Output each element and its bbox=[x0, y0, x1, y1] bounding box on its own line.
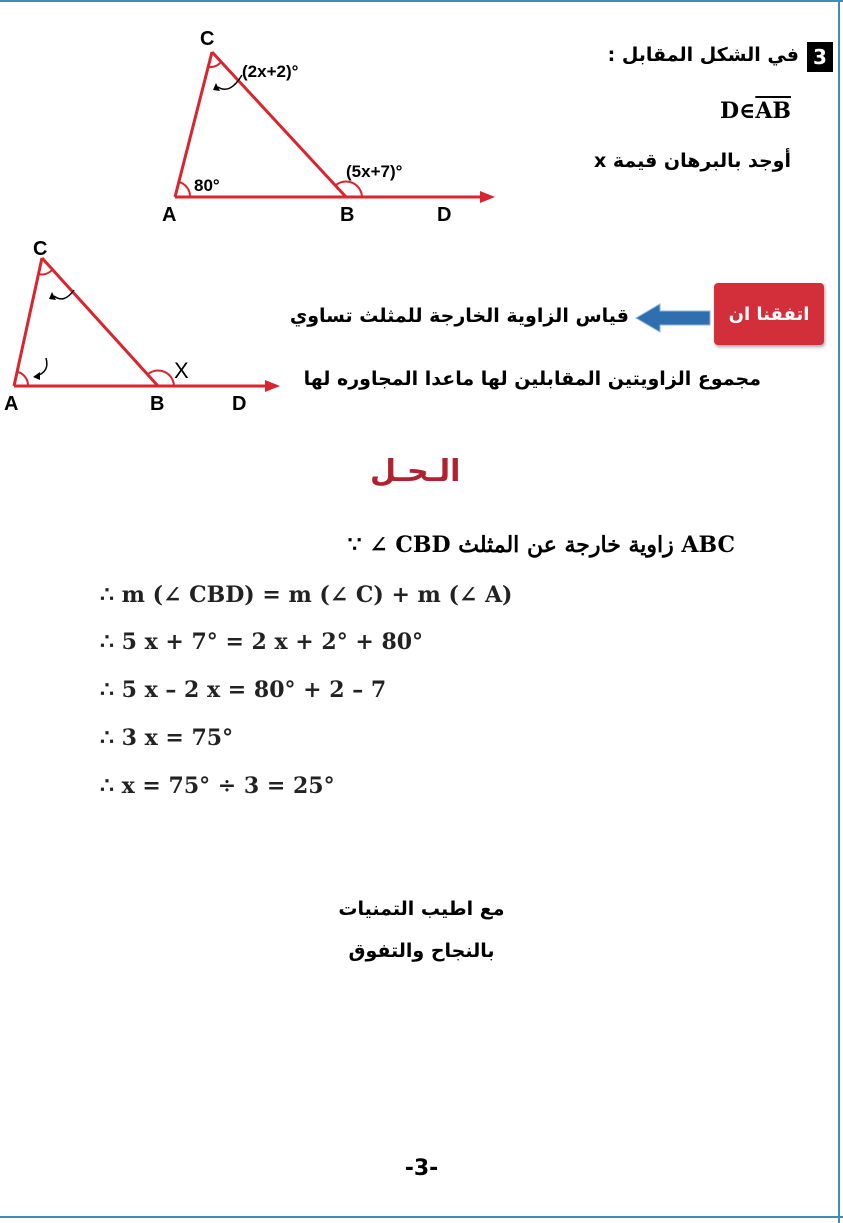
frame-top bbox=[0, 0, 843, 2]
page-number: -3- bbox=[404, 1156, 439, 1181]
solution-title: الـحـل bbox=[370, 454, 461, 489]
proof-step-4: ∴ 5 x – 2 x = 80° + 2 – 7 bbox=[100, 677, 387, 703]
given-membership: D∈ bbox=[719, 98, 756, 124]
triangle-figure-1 bbox=[150, 25, 510, 230]
angle-a-arc-2 bbox=[18, 372, 28, 386]
rule-line-2: مجموع الزاويتين المقابلين لها ماعدا المجاوره لها bbox=[303, 368, 761, 390]
label-d-2: D bbox=[232, 393, 247, 415]
angle-a-pointer-head-2 bbox=[33, 372, 40, 380]
label-a: A bbox=[162, 204, 177, 226]
question-title: في الشكل المقابل : bbox=[607, 44, 799, 66]
label-c-2: C bbox=[33, 238, 48, 260]
angle-a-arc bbox=[179, 182, 190, 197]
label-angle-a: 80° bbox=[194, 176, 220, 195]
side-ac-2 bbox=[14, 258, 42, 386]
proof-step-3: ∴ 5 x + 7° = 2 x + 2° + 80° bbox=[100, 629, 424, 655]
triangle-figure-2 bbox=[0, 238, 290, 418]
closing-line-2: بالنجاح والتفوق bbox=[348, 940, 495, 962]
label-ext-x-2: X bbox=[174, 358, 189, 383]
label-b-2: B bbox=[150, 393, 165, 415]
ray-arrowhead-2 bbox=[265, 380, 280, 392]
rule-line-1: قياس الزاوية الخارجة للمثلث تساوي bbox=[289, 305, 629, 327]
frame-bottom bbox=[0, 1216, 843, 1218]
label-d: D bbox=[437, 204, 452, 226]
label-angle-c: (2x+2)° bbox=[242, 62, 299, 81]
side-cb-2 bbox=[42, 258, 158, 386]
question-number: 3 bbox=[807, 42, 833, 72]
ray-arrowhead bbox=[480, 191, 495, 203]
proof-step-5: ∴ 3 x = 75° bbox=[100, 725, 234, 751]
label-b: B bbox=[340, 204, 355, 226]
frame-right bbox=[838, 0, 840, 1223]
left-arrow-icon bbox=[634, 300, 712, 336]
given-statement bbox=[720, 98, 791, 124]
closing-line-1: مع اطيب التمنيات bbox=[338, 898, 505, 920]
label-angle-b-ext: (5x+7)° bbox=[346, 162, 403, 181]
given-vector: $\overline{AB}$ bbox=[755, 98, 791, 124]
angle-a-pointer-2 bbox=[36, 358, 47, 376]
proof-step-2: ∴ m (∠ CBD) = m (∠ C) + m (∠ A) bbox=[100, 582, 513, 608]
agreed-badge: اتفقنا ان bbox=[714, 283, 824, 345]
proof-step-6: ∴ x = 75° ÷ 3 = 25° bbox=[100, 773, 335, 799]
label-a-2: A bbox=[4, 393, 19, 415]
proof-step-1: ∵ ∠ CBD زاوية خارجة عن المثلث ABC bbox=[347, 532, 735, 558]
label-c: C bbox=[200, 28, 215, 50]
question-task: أوجد بالبرهان قيمة x bbox=[593, 150, 791, 172]
